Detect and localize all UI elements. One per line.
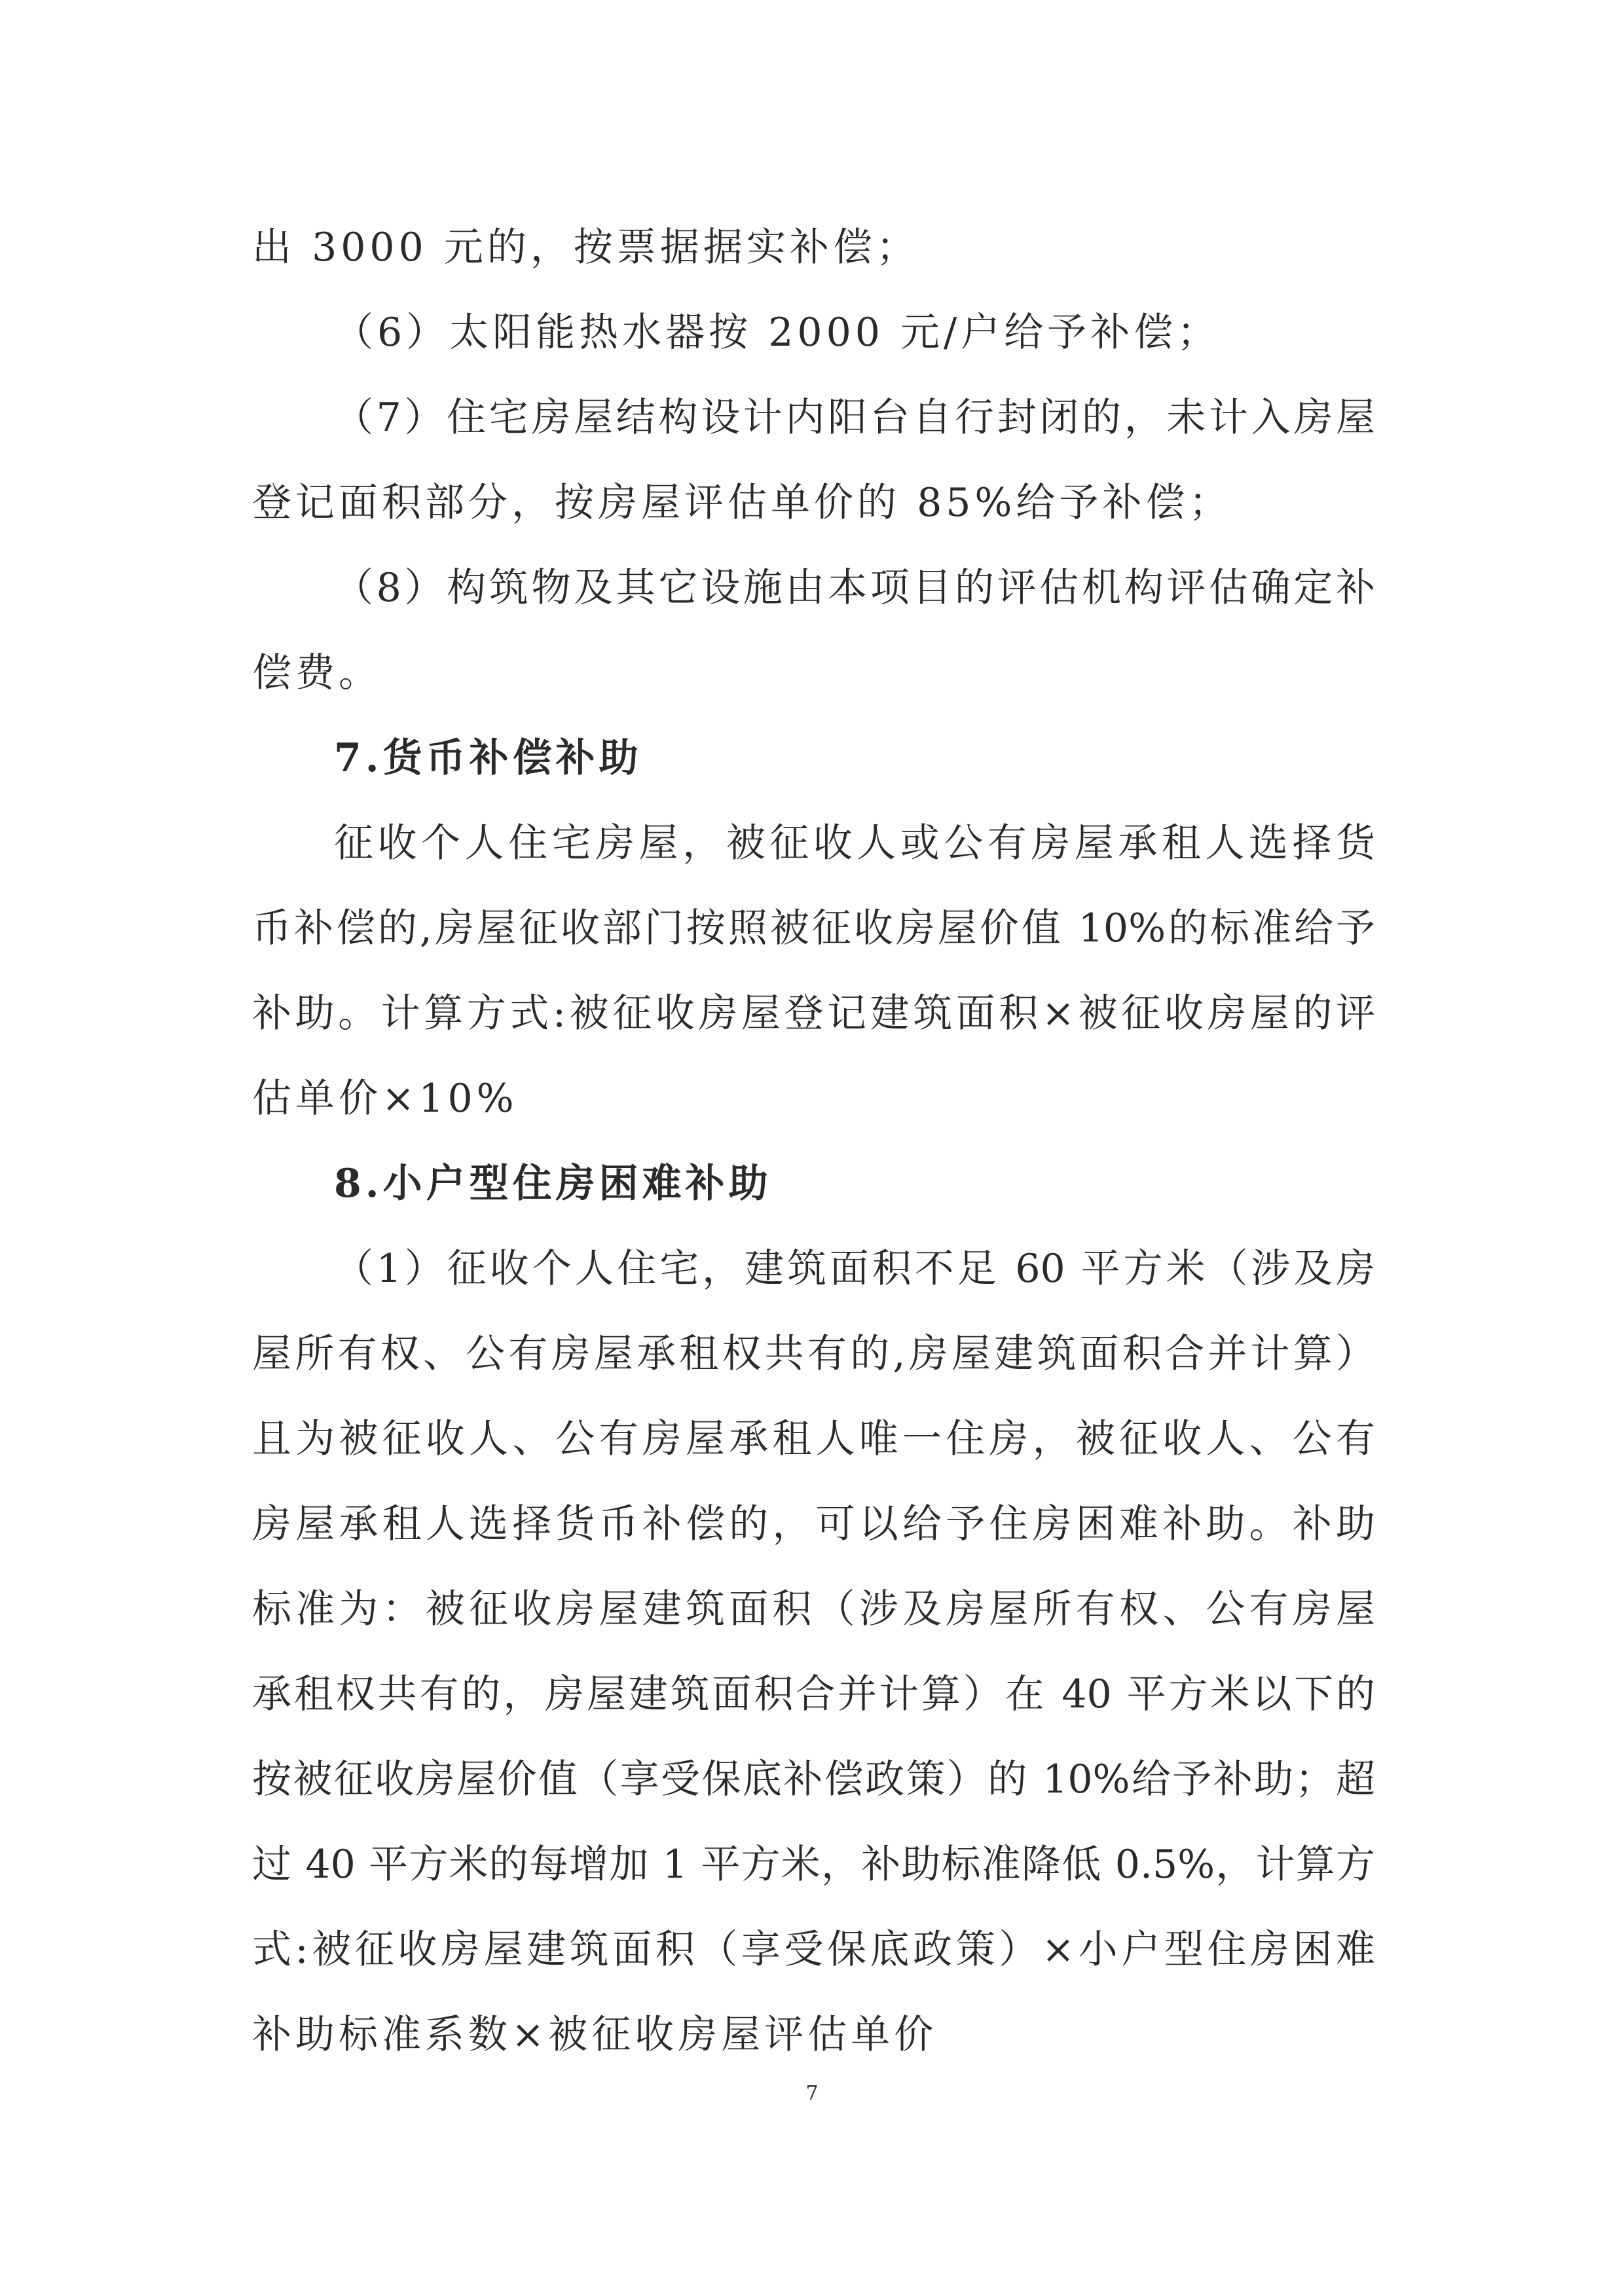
text-line: 补助标准系数×被征收房屋评估单价 <box>252 2012 938 2058</box>
section-heading: 7.货币补偿补助 <box>334 735 642 781</box>
text-line: 偿费。 <box>252 650 382 696</box>
section-heading: 8.小户型住房困难补助 <box>334 1161 772 1207</box>
text-line: 且为被征收人、公有房屋承租人唯一住房，被征收人、公有 <box>252 1416 1375 1462</box>
text-line: 按被征收房屋价值（享受保底补偿政策）的 10%给予补助；超 <box>252 1757 1375 1802</box>
text-line: （6）太阳能热水器按 2000 元/户给予补偿； <box>334 310 1221 355</box>
text-line: 承租权共有的，房屋建筑面积合并计算）在 40 平方米以下的 <box>252 1671 1375 1717</box>
text-line: 登记面积部分，按房屋评估单价的 85%给予补偿； <box>252 480 1232 526</box>
text-line: 式:被征收房屋建筑面积（享受保底政策）×小户型住房困难 <box>252 1927 1375 1973</box>
text-line: 出 3000 元的，按票据据实补偿； <box>252 225 919 270</box>
page-number: 7 <box>805 2082 819 2105</box>
text-line: 过 40 平方米的每增加 1 平方米，补助标准降低 0.5%，计算方 <box>252 1842 1375 1887</box>
text-line: （7）住宅房屋结构设计内阳台自行封闭的，未计入房屋 <box>334 395 1375 441</box>
text-line: （1）征收个人住宅，建筑面积不足 60 平方米（涉及房 <box>334 1246 1375 1292</box>
text-line: 估单价×10% <box>252 1076 518 1121</box>
text-line: 币补偿的,房屋征收部门按照被征收房屋价值 10%的标准给予 <box>252 905 1375 951</box>
text-line: 补助。计算方式:被征收房屋登记建筑面积×被征收房屋的评 <box>252 991 1375 1036</box>
text-line: 标准为：被征收房屋建筑面积（涉及房屋所有权、公有房屋 <box>252 1586 1375 1632</box>
text-line: 征收个人住宅房屋，被征收人或公有房屋承租人选择货 <box>334 820 1375 866</box>
text-line: （8）构筑物及其它设施由本项目的评估机构评估确定补 <box>334 565 1375 611</box>
text-line: 房屋承租人选择货币补偿的，可以给予住房困难补助。补助 <box>252 1501 1375 1547</box>
text-line: 屋所有权、公有房屋承租权共有的,房屋建筑面积合并计算） <box>252 1331 1375 1377</box>
